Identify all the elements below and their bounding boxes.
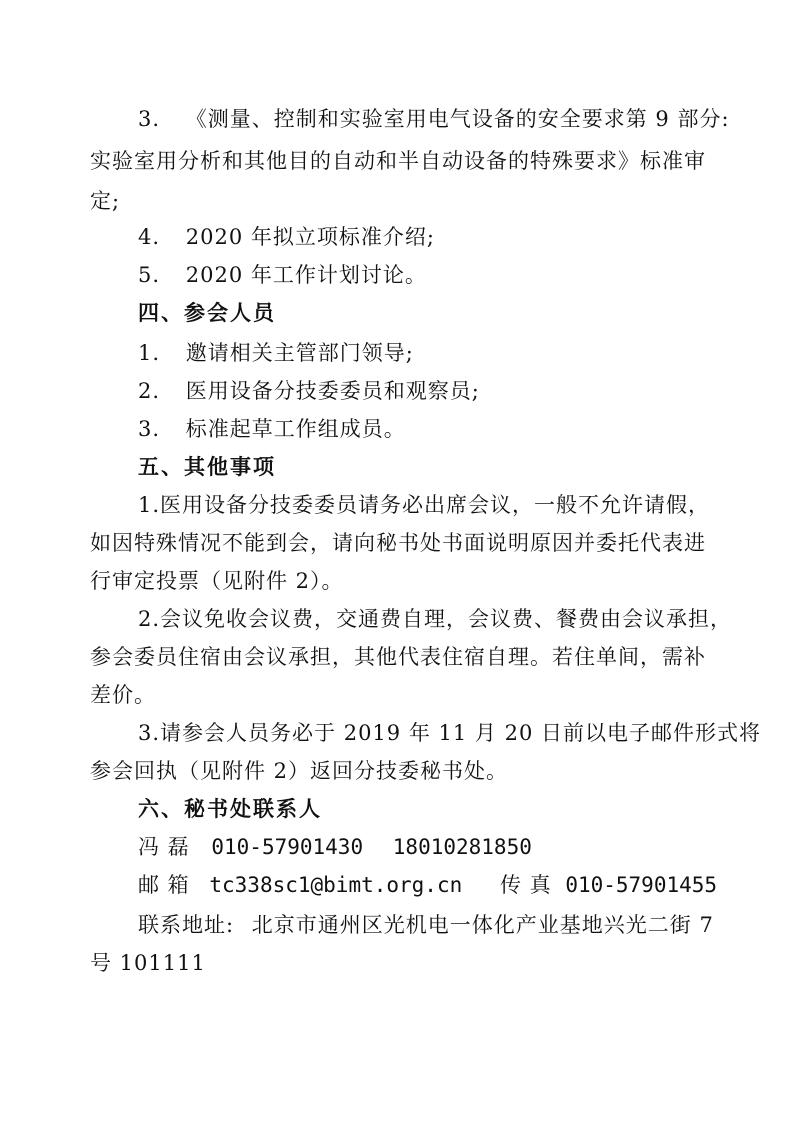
section-5-para-2-line-3: 差价。 [90,683,156,707]
contact-phone-1: 010-57901430 [211,835,364,859]
section-4-item-2 [138,376,480,406]
agenda-item-3-text-line-1: 《测量、控制和实验室用电气设备的安全要求第 9 部分: [185,107,730,131]
section-5-para-1-line-3: 行审定投票（见附件 2）。 [90,569,344,593]
section-4-item-3-text: 标准起草工作组成员。 [185,417,406,441]
address-text-1: 北京市通州区光机电一体化产业基地兴光二街 7 [251,913,714,937]
contact-name: 冯 磊 [138,835,190,859]
section-4-item-2-number: 2. [138,379,161,403]
agenda-item-5-number: 5. [138,263,161,287]
section-5-heading: 五、其他事项 [138,455,276,479]
section-5-para-2-line-1: 2.会议免收会议费，交通费自理，会议费、餐费由会议承担， [138,607,733,631]
section-4-item-3-number: 3. [138,417,161,441]
section-4-item-1-text: 邀请相关主管部门领导; [185,341,414,365]
address-line-1 [138,910,714,940]
section-4-item-1 [138,338,414,368]
email-fax-line [138,870,717,900]
agenda-item-3-line-1 [138,104,730,134]
section-5-para-3-line-2: 参会回执（见附件 2）返回分技委秘书处。 [90,759,509,783]
email-address: tc338sc1@bimt.org.cn [209,873,463,897]
fax-number: 010-57901455 [565,873,718,897]
agenda-item-4 [138,222,435,252]
agenda-item-5-text: 2020 年工作计划讨论。 [185,263,427,287]
contact-phone-2: 18010281850 [392,835,532,859]
agenda-item-4-number: 4. [138,225,161,249]
contact-name-line [138,832,532,862]
agenda-item-3-number: 3. [138,107,161,131]
section-4-item-2-text: 医用设备分技委委员和观察员; [185,379,480,403]
section-5-para-2-line-2: 参会委员住宿由会议承担，其他代表住宿自理。若住单间，需补 [90,645,706,669]
section-5-para-1-line-1: 1.医用设备分技委委员请务必出席会议，一般不允许请假， [138,493,711,517]
email-label: 邮 箱 [138,873,190,897]
section-6-heading: 六、秘书处联系人 [138,797,322,821]
address-line-2: 号 101111 [90,951,206,975]
section-4-item-3 [138,414,406,444]
section-4-item-1-number: 1. [138,341,161,365]
fax-label: 传 真 [499,873,552,897]
section-5-para-1-line-2: 如因特殊情况不能到会，请向秘书处书面说明原因并委托代表进 [90,531,706,555]
section-5-para-3-line-1: 3.请参会人员务必于 2019 年 11 月 20 日前以电子邮件形式将 [138,721,761,745]
agenda-item-4-text: 2020 年拟立项标准介绍; [185,225,435,249]
agenda-item-5 [138,260,427,290]
address-label: 联系地址: [138,913,235,937]
agenda-item-3-line-2: 实验室用分析和其他目的自动和半自动设备的特殊要求》标准审 [90,149,706,173]
agenda-item-3-line-3: 定; [90,189,121,213]
section-4-heading: 四、参会人员 [138,301,276,325]
